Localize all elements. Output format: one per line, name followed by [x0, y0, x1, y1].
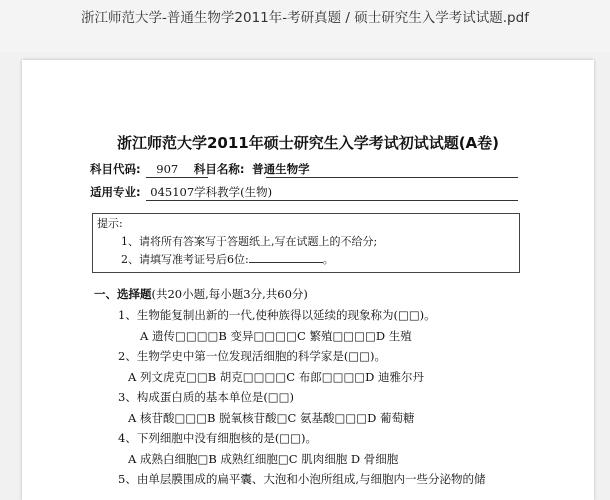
file-title: 浙江师范大学-普通生物学2011年-考研真题 / 硕士研究生入学考试试题.pdf	[81, 10, 529, 26]
subject-code: 907	[156, 162, 179, 176]
major-value: 045107学科教学(生物)	[150, 185, 273, 199]
question-1: 1、生物能复制出新的一代,使种族得以延续的现象称为(□□)。	[118, 308, 436, 322]
subject-row	[90, 161, 310, 177]
subject-code-label: 科目代码:	[90, 162, 141, 176]
document-page	[22, 60, 594, 500]
subject-name-underline	[266, 177, 518, 178]
notice-heading: 提示:	[97, 217, 123, 230]
document-title: 浙江师范大学2011年硕士研究生入学考试初试试题(A卷)	[116, 134, 500, 152]
major-underline	[146, 200, 518, 201]
subject-name: 普通生物学	[252, 162, 310, 176]
question-1-options: A 遗传□□□□B 变异□□□□C 繁殖□□□□D 生殖	[140, 329, 412, 343]
question-2: 2、生物学史中第一位发现活细胞的科学家是(□□)。	[118, 349, 387, 363]
question-3: 3、构成蛋白质的基本单位是(□□)	[118, 390, 295, 404]
notice-line-2-end: 。	[322, 253, 334, 266]
question-3-options: A 核苷酸□□□B 脱氧核苷酸□C 氨基酸□□□D 葡萄糖	[128, 411, 415, 425]
section-note: (共20小题,每小题3分,共60分)	[151, 287, 308, 301]
question-2-options: A 列文虎克□□B 胡克□□□□C 布郎□□□□D 迪雅尔丹	[128, 370, 425, 384]
section-heading	[94, 286, 308, 302]
section-title: 一、选择题	[94, 287, 152, 301]
major-row	[90, 184, 272, 200]
notice-line-2	[121, 251, 334, 267]
notice-line-1: 1、请将所有答案写于答题纸上,写在试题上的不给分;	[121, 235, 378, 248]
major-label: 适用专业:	[90, 185, 141, 199]
question-4-options: A 成熟白细胞□B 成熟红细胞□C 肌肉细胞 D 骨细胞	[128, 452, 399, 466]
question-4: 4、下列细胞中没有细胞核的是(□□)。	[118, 431, 318, 445]
subject-name-label: 科目名称:	[193, 162, 245, 176]
question-5: 5、由单层膜围成的扁平囊、大泡和小泡所组成,与细胞内一些分泌物的储	[118, 472, 486, 486]
viewer-header	[0, 0, 610, 52]
subject-code-underline	[146, 177, 208, 178]
notice-line-2-text: 2、请填写准考证号后6位:	[121, 253, 249, 266]
exam-number-blank	[249, 252, 323, 263]
notice-box	[92, 213, 520, 273]
